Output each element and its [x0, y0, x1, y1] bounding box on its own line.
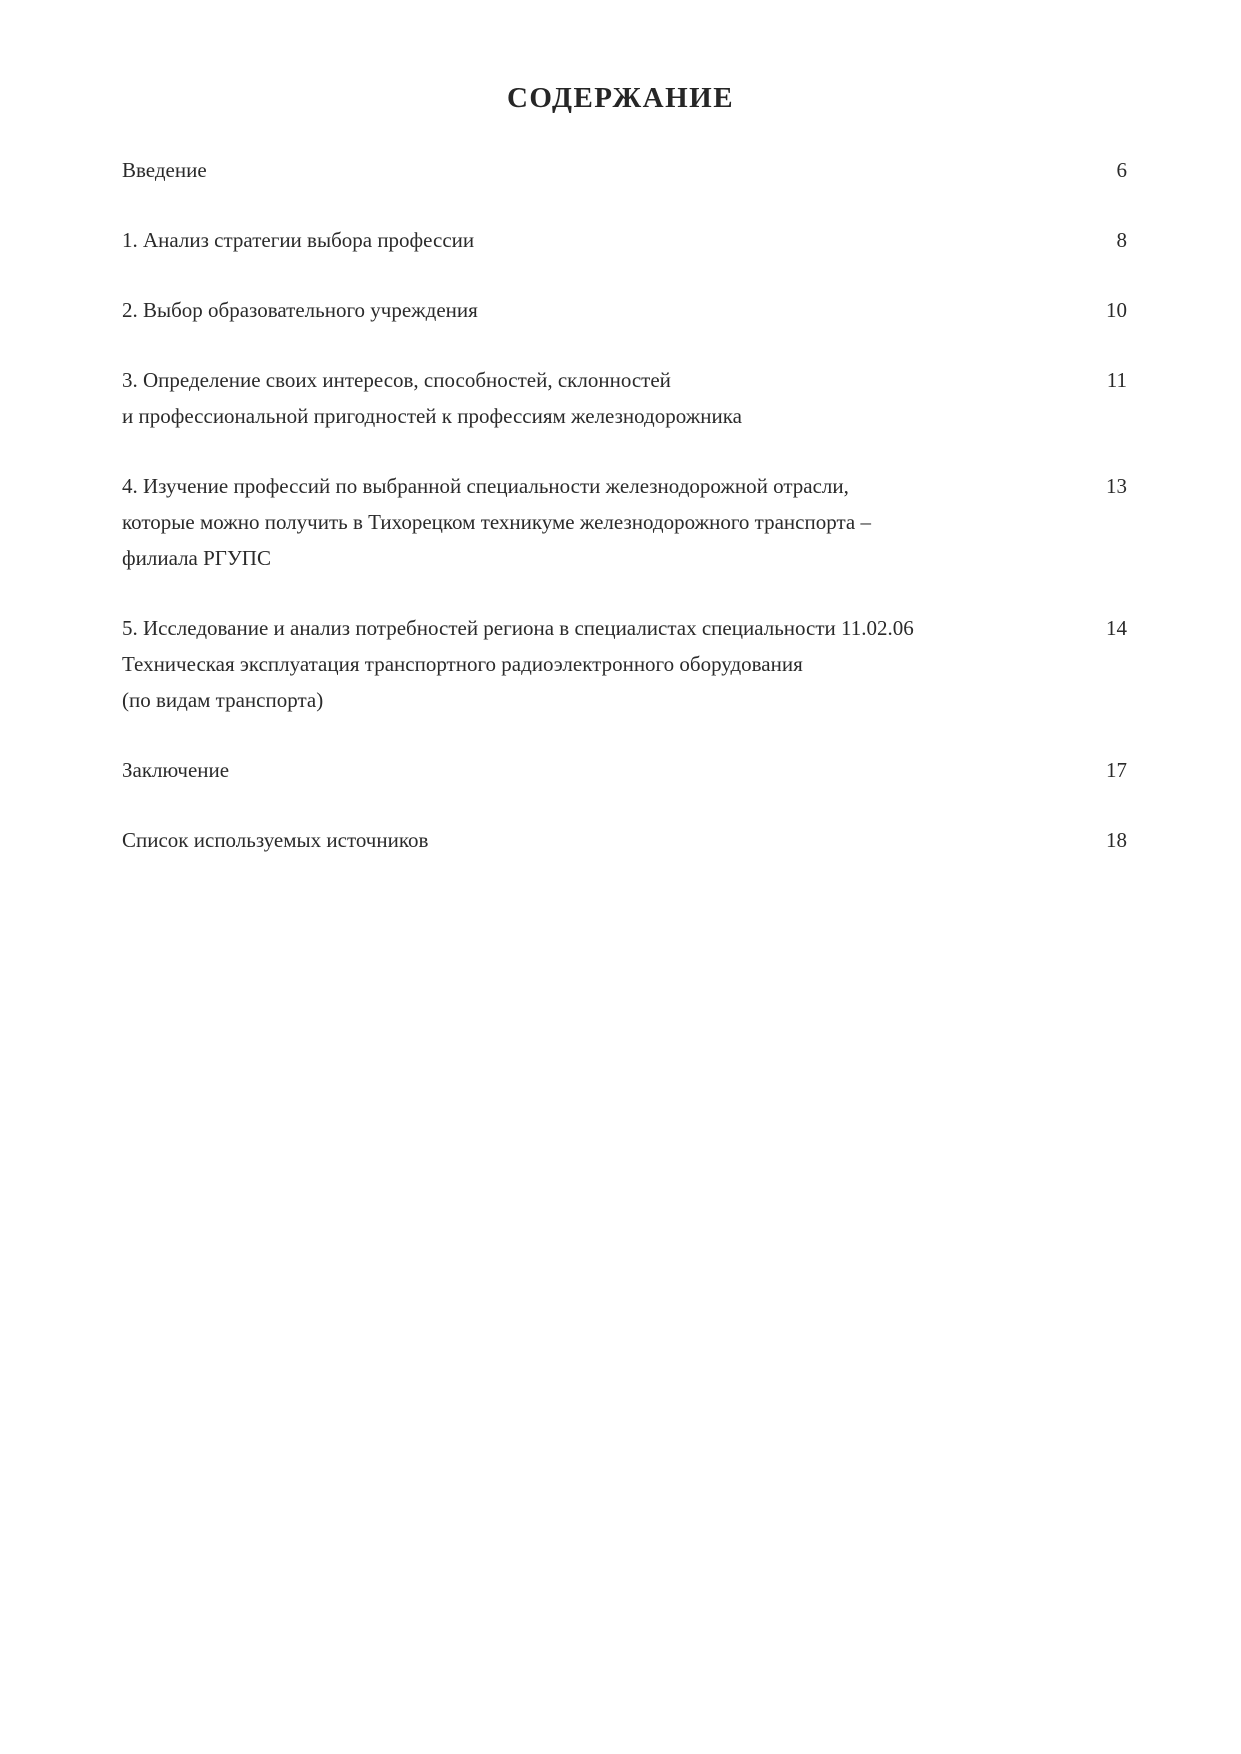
toc-entry-section-5[interactable] — [122, 610, 1127, 718]
toc-entry-text — [122, 292, 1022, 328]
toc-entry-line: Техническая эксплуатация транспортного радиоэлектронного оборудования — [122, 652, 803, 676]
toc-entry-conclusion[interactable] — [122, 752, 1127, 788]
toc-entry-line: Заключение — [122, 758, 230, 782]
table-of-contents — [122, 152, 1127, 892]
toc-entry-text — [122, 362, 1022, 434]
toc-entry-line: и профессиональной пригодностей к профессиям железнодорожника — [122, 404, 742, 428]
toc-entry-line: 1. Анализ стратегии выбора профессии — [122, 228, 475, 252]
toc-entry-text — [122, 152, 1022, 188]
toc-entry-section-2[interactable] — [122, 292, 1127, 328]
toc-entry-section-4[interactable] — [122, 468, 1127, 576]
toc-entry-line: 2. Выбор образовательного учреждения — [122, 298, 478, 322]
toc-entry-line: 5. Исследование и анализ потребностей региона в специалистах специальности 11.02.06 — [122, 616, 914, 640]
toc-page-number: 18 — [1106, 828, 1127, 852]
toc-page-number: 6 — [1116, 158, 1127, 182]
toc-entry-line: Список используемых источников — [122, 828, 429, 852]
toc-entry-introduction[interactable] — [122, 152, 1127, 188]
toc-entry-line: филиала РГУПС — [122, 546, 271, 570]
toc-entry-line: (по видам транспорта) — [122, 688, 324, 712]
toc-entry-text — [122, 222, 1022, 258]
toc-entry-line: 4. Изучение профессий по выбранной специальности железнодорожной отрасли, — [122, 474, 849, 498]
toc-page-number: 8 — [1116, 228, 1127, 252]
toc-entry-text — [122, 468, 1022, 576]
toc-page-number: 10 — [1106, 298, 1127, 322]
toc-entry-references[interactable] — [122, 822, 1127, 858]
toc-entry-line: 3. Определение своих интересов, способностей, склонностей — [122, 368, 671, 392]
toc-page-number: 11 — [1106, 368, 1127, 392]
toc-entry-text — [122, 610, 1022, 718]
toc-entry-line: Введение — [122, 158, 207, 182]
toc-entry-line: которые можно получить в Тихорецком техникуме железнодорожного транспорта – — [122, 510, 871, 534]
toc-page-number: 13 — [1106, 474, 1127, 498]
toc-entry-section-3[interactable] — [122, 362, 1127, 434]
toc-entry-text — [122, 822, 1022, 858]
page-title: СОДЕРЖАНИЕ — [506, 82, 735, 114]
toc-entry-text — [122, 752, 1022, 788]
toc-page-number: 17 — [1106, 758, 1127, 782]
toc-entry-section-1[interactable] — [122, 222, 1127, 258]
toc-page-number: 14 — [1106, 616, 1127, 640]
